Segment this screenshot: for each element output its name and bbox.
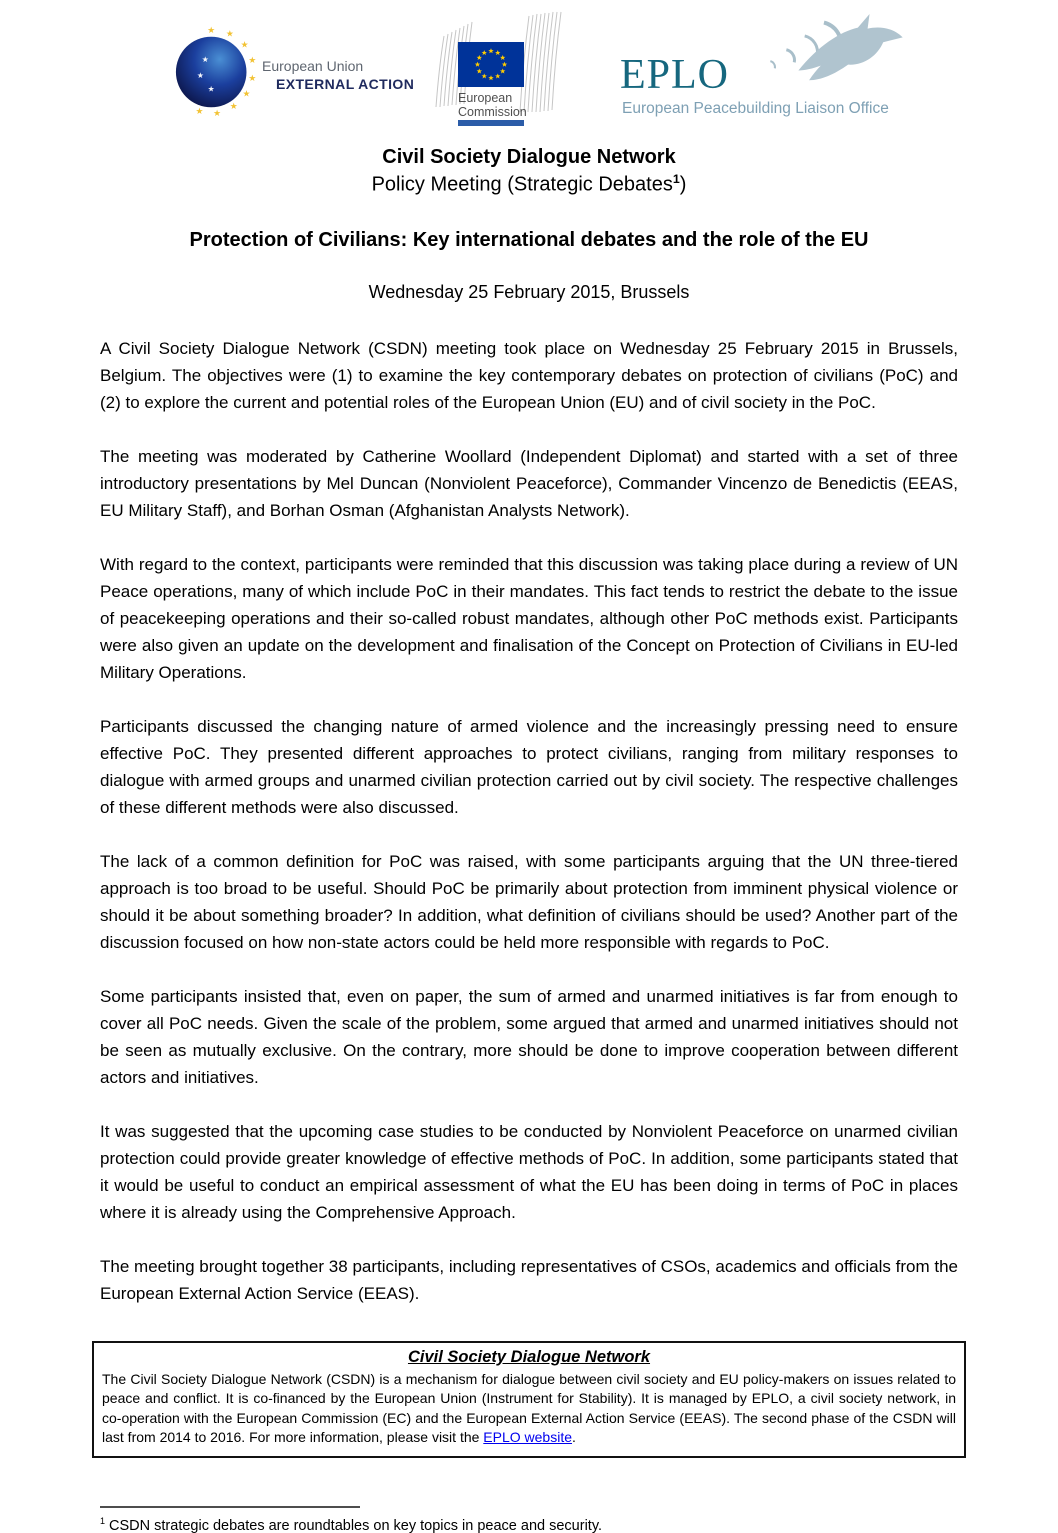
info-box-text [102,1370,956,1448]
svg-text:★: ★ [207,84,215,94]
eplo-logo [620,20,908,116]
paragraph: The meeting was moderated by Catherine Woollard (Independent Diplomat) and started with a set of three introductory presentations by Mel Duncan (Nonviolent Peaceforce), Commander Vincenzo de Benedictis (EEAS, EU Military Staff), and Borhan Osman (Afghanistan Analysts Network). [100,446,958,520]
eeas-logo [172,24,415,122]
subtitle-text: Policy Meeting (Strategic Debates [371,173,673,196]
eplo-tagline: European Peacebuilding Liaison Office [622,100,889,117]
info-box-title: Civil Society Dialogue Network [407,1347,651,1366]
paragraph: A Civil Society Dialogue Network (CSDN) meeting took place on Wednesday 25 February 2015 in Brussels, Belgium. The objectives were (1) to examine the key contemporary debates on protection of civilians (PoC) and (2) to explore the current and potential roles of the European Union (EU) and of civil society in the PoC. [100,338,958,412]
svg-text:★: ★ [229,101,238,112]
ec-logo-text [458,91,527,120]
svg-text:★: ★ [201,55,209,65]
paragraph: The lack of a common definition for PoC was raised, with some participants arguing that the UN three-tiered approach is too broad to be useful. Should PoC be primarily about protection from imminent physical violence or should it be about something broader? In addition, what definition of civilians should be used? Another part of the discussion focused on how non-state actors could be held more responsible with regards to PoC. [100,851,958,952]
svg-text:★: ★ [240,39,249,50]
european-commission-logo [434,12,576,124]
logo-header [0,0,1058,122]
eeas-line2: EXTERNAL ACTION [276,76,415,92]
eu-flag-icon [458,42,524,87]
report-body [0,335,1058,1307]
page-title: Protection of Civilians: Key international debates and the role of the EU [189,228,869,251]
svg-text:★: ★ [225,28,234,39]
eeas-logo-text [262,58,414,92]
footnote-separator [100,1506,360,1508]
footnote-text: CSDN strategic debates are roundtables on key topics in peace and security. [109,1517,603,1533]
eplo-website-link[interactable]: EPLO website [483,1429,573,1446]
footnote-area [0,1506,1058,1533]
svg-text:★: ★ [248,55,257,66]
date-line: Wednesday 25 February 2015, Brussels [368,281,690,302]
paragraph: Some participants insisted that, even on paper, the sum of armed and unarmed initiatives is far from enough to cover all PoC needs. Given the scale of the problem, some argued that armed and unarmed initiatives should not be seen as mutually exclusive. On the contrary, more should be done to improve cooperation between different actors and initiatives. [100,986,958,1087]
svg-text:★: ★ [207,24,216,35]
paragraph: Participants discussed the changing nature of armed violence and the increasingly pressing need to ensure effective PoC. They presented different approaches to protect civilians, ranging from military responses to dialogue with armed groups and unarmed civilian protection carried out by civil society. The respective challenges of these different methods were also discussed. [100,716,958,817]
svg-text:★: ★ [242,88,251,99]
footnote-ref-marker: 1 [672,172,680,186]
paragraph: With regard to the context, participants were reminded that this discussion was taking place during a review of UN Peace operations, many of which include PoC in their mandates. This fact tends to restrict the debate to the issue of peacekeeping operations and their so-called robust mandates, although other PoC methods exist. Participants were also given an update on the development and finalisation of the Concept on Protection of Civilians in EU-led Military Operations. [100,554,958,682]
info-box-period: . [572,1429,576,1446]
title-block [0,146,1058,303]
ec-line1: European [458,91,513,105]
info-box-body: The Civil Society Dialogue Network (CSDN) is a mechanism for dialogue between civil society and EU policy-makers on issues related to peace and conflict. It is co-financed by the European Union (Instrument for Stability). It is managed by EPLO, a civil society network, in co-operation with the European Commission (EC) and the European External Action Service (EEAS). The second phase of the CSDN will last from 2014 to 2016. For more information, please visit the [102,1370,956,1446]
footnote-number: 1 [100,1515,105,1526]
dove-icon [792,12,912,90]
svg-text:★: ★ [248,72,257,83]
meeting-subtitle [0,172,1058,197]
svg-text:★: ★ [196,70,204,80]
ec-blue-bar [458,120,524,126]
svg-text:★: ★ [195,106,204,117]
footnote [100,1516,958,1533]
paragraph: The meeting brought together 38 participants, including representatives of CSOs, academics and officials from the European External Action Service (EEAS). [100,1256,958,1303]
svg-text:★: ★ [213,108,222,119]
ec-line2: Commission [458,105,527,120]
subtitle-suffix: ) [679,173,687,196]
paragraph: It was suggested that the upcoming case studies to be conducted by Nonviolent Peaceforce on unarmed civilian protection could provide greater knowledge of effective methods of PoC. In addition, some participants stated that it would be useful to conduct an empirical assessment of what the EU has been doing in terms of PoC in places where it is already using the Comprehensive Approach. [100,1121,958,1222]
csdn-info-box [92,1341,966,1458]
network-title: Civil Society Dialogue Network [382,146,676,168]
eplo-wordmark: EPLO [620,52,729,98]
eeas-line1: European Union [262,58,364,74]
eu-globe-stars-icon [172,24,270,120]
